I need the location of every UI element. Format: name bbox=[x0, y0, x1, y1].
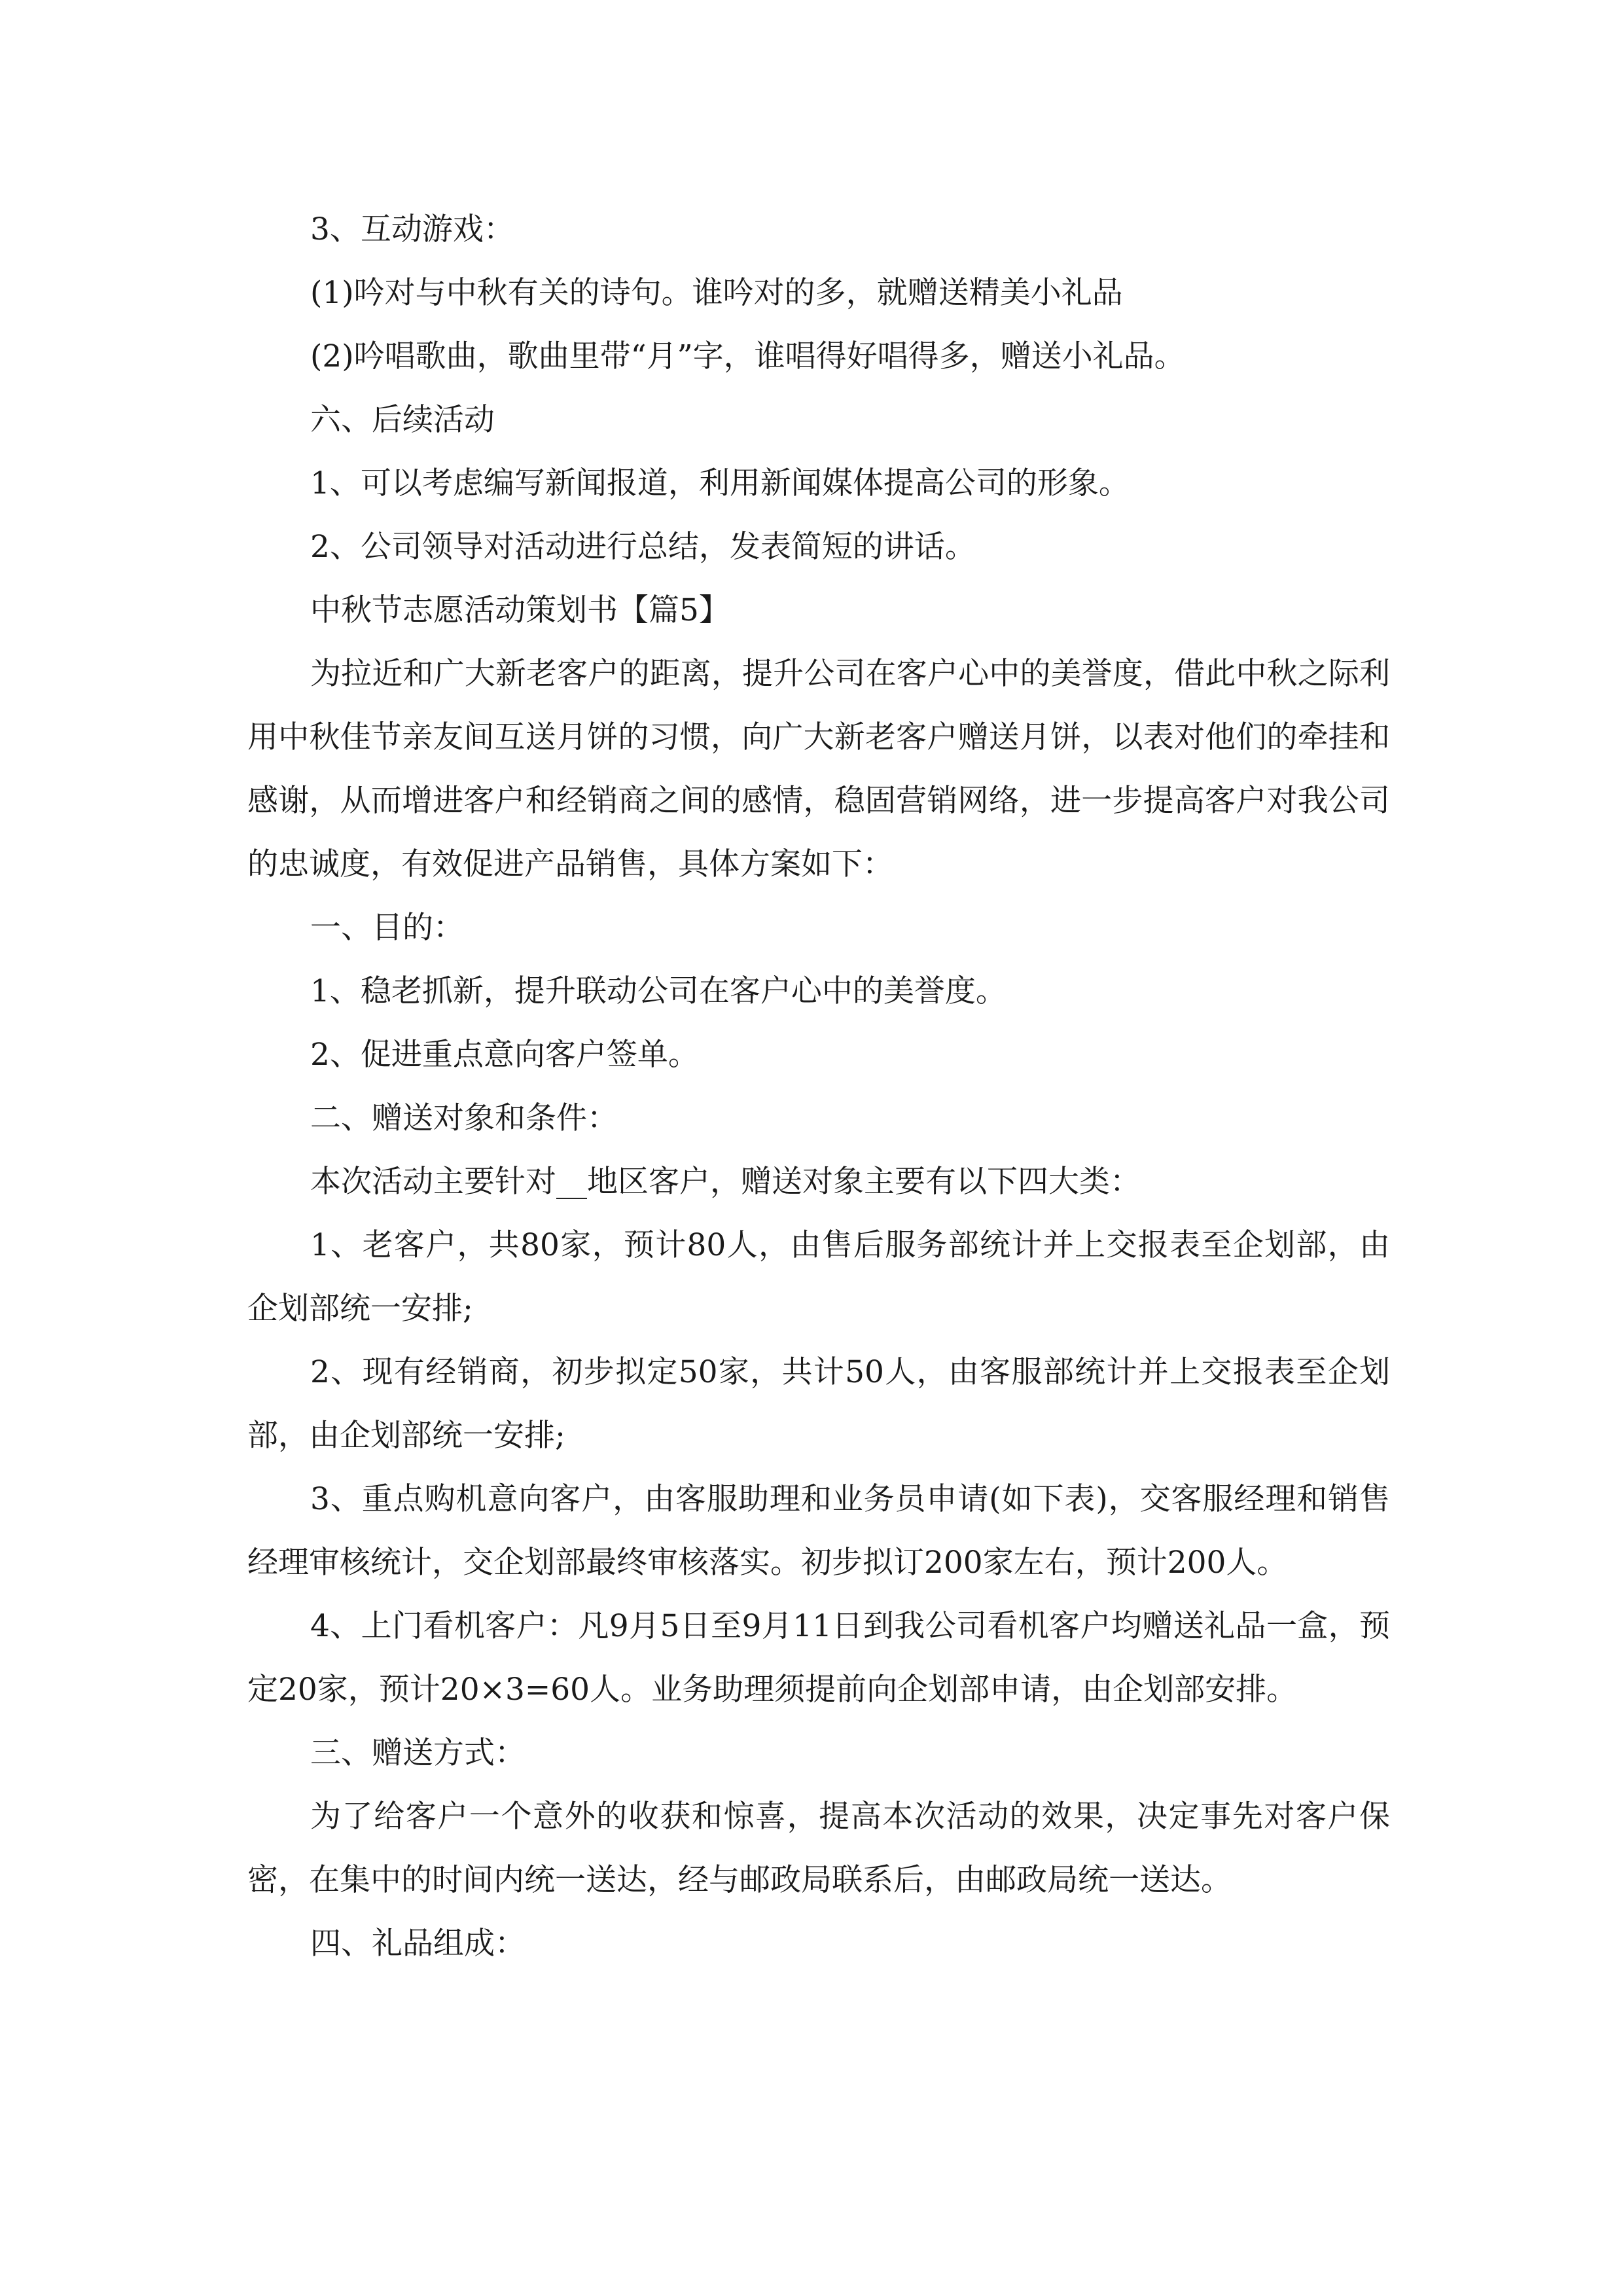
section-heading-recipients: 二、赠送对象和条件： bbox=[310, 1100, 618, 1136]
list-item-recipients-3: 3、重点购机意向客户，由客服助理和业务员申请(如下表)，交客服经理和销售经理审核统计，交企划部最终审核落实。初步拟订200家左右，预计200人。 bbox=[247, 1481, 1390, 1581]
list-item-purpose-2: 2、促进重点意向客户签单。 bbox=[310, 1037, 699, 1073]
delivery-paragraph: 为了给客户一个意外的收获和惊喜，提高本次活动的效果，决定事先对客户保密，在集中的时间内统一送达，经与邮政局联系后，由邮政局统一送达。 bbox=[247, 1799, 1390, 1898]
section-heading-delivery: 三、赠送方式： bbox=[310, 1735, 526, 1771]
recipients-intro: 本次活动主要针对__地区客户，赠送对象主要有以下四大类： bbox=[310, 1164, 1141, 1200]
list-item-recipients-1: 1、老客户，共80家，预计80人，由售后服务部统计并上交报表至企划部，由企划部统一安排; bbox=[247, 1227, 1390, 1327]
list-item-poem-game: (1)吟对与中秋有关的诗句。谁吟对的多，就赠送精美小礼品 bbox=[310, 275, 1123, 311]
list-item-news-report: 1、可以考虑编写新闻报道，利用新闻媒体提高公司的形象。 bbox=[310, 465, 1130, 501]
list-item-interactive-games: 3、互动游戏： bbox=[310, 211, 514, 247]
list-item-purpose-1: 1、稳老抓新，提升联动公司在客户心中的美誉度。 bbox=[310, 973, 1007, 1009]
list-item-leader-summary: 2、公司领导对活动进行总结，发表简短的讲话。 bbox=[310, 529, 976, 565]
section-heading-gift: 四、礼品组成： bbox=[310, 1926, 526, 1962]
article-title: 中秋节志愿活动策划书【篇5】 bbox=[310, 592, 730, 628]
section-heading-follow-up: 六、后续活动 bbox=[310, 402, 495, 438]
intro-paragraph: 为拉近和广大新老客户的距离，提升公司在客户心中的美誉度，借此中秋之际利用中秋佳节亲友间互送月饼的习惯，向广大新老客户赠送月饼，以表对他们的牵挂和感谢，从而增进客户和经销商之间的感情，稳固营销网络，进一步提高客户对我公司的忠诚度，有效促进产品销售，具体方案如下： bbox=[247, 656, 1390, 882]
list-item-recipients-4: 4、上门看机客户：凡9月5日至9月11日到我公司看机客户均赠送礼品一盒，预定20家，预计20×3=60人。业务助理须提前向企划部申请，由企划部安排。 bbox=[247, 1608, 1390, 1708]
list-item-song-game: (2)吟唱歌曲，歌曲里带“月”字，谁唱得好唱得多，赠送小礼品。 bbox=[310, 338, 1185, 374]
document-body bbox=[247, 198, 1390, 1975]
list-item-recipients-2: 2、现有经销商，初步拟定50家，共计50人，由客服部统计并上交报表至企划部，由企划部统一安排; bbox=[247, 1354, 1390, 1454]
section-heading-purpose: 一、目的： bbox=[310, 910, 464, 946]
